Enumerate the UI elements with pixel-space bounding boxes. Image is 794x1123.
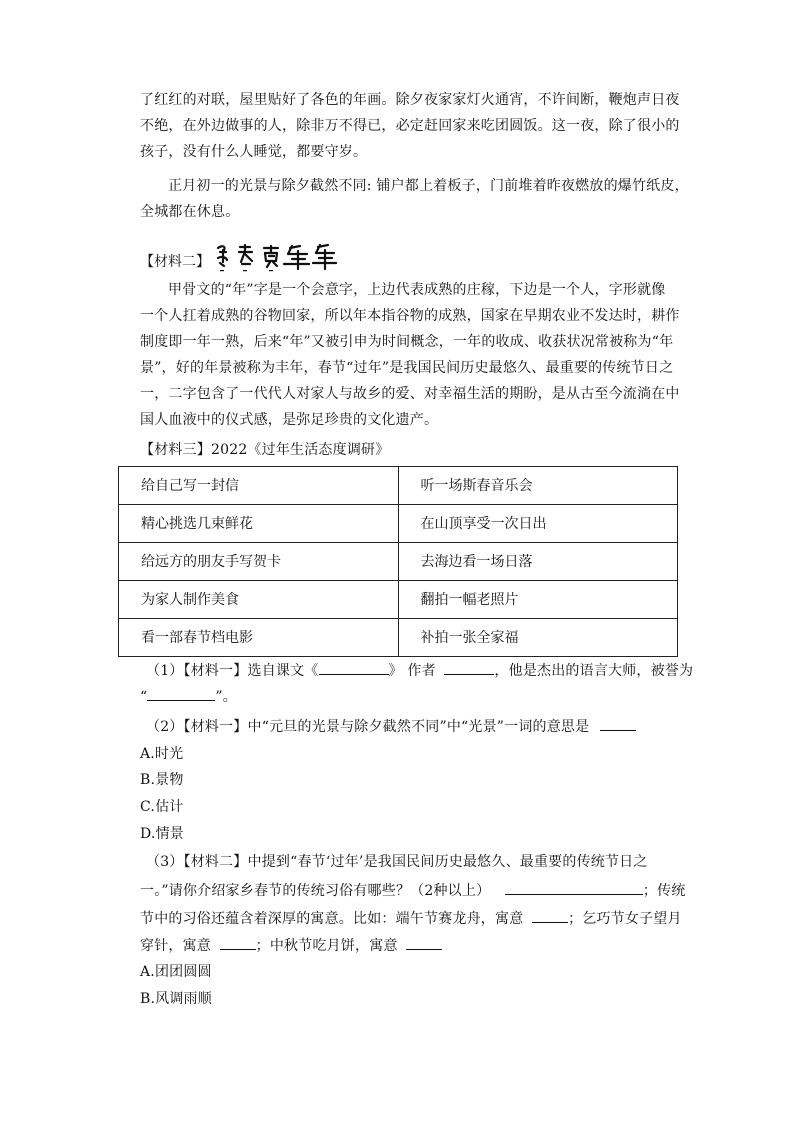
question-3-line — [140, 880, 686, 901]
material2-text-line: 国人血液中的仪式感，是弥足珍贵的文化遗产。 — [140, 412, 439, 428]
material2-text-line: 甲骨文的“年”字是一个会意字，上边代表成熟的庄稼，下边是一个人，字形就像 — [168, 282, 666, 298]
question-1-text: （1）【材料一】选自课文《 — [146, 663, 319, 679]
option-b[interactable]: B.风调雨顺 — [140, 991, 212, 1007]
option-a[interactable]: A.团团圆圆 — [140, 964, 212, 980]
table-row — [119, 619, 678, 657]
question-1-text: 》 作者 — [388, 663, 436, 679]
question-3-text: ；传统 — [642, 883, 686, 899]
table-cell: 翻拍一幅老照片 — [398, 581, 678, 619]
material1-text-line: 孩子，没有什么人睡觉，都要守岁。 — [140, 144, 368, 160]
answer-blank[interactable] — [319, 660, 389, 675]
question-3-text: ；乞巧节女子望月 — [568, 911, 682, 927]
question-1-text: ”。 — [215, 689, 237, 705]
question-1-line — [140, 686, 237, 707]
table-cell: 为家人制作美食 — [119, 581, 399, 619]
question-3-text: 节中的习俗还蕴含着深厚的寓意。比如：端午节赛龙舟，寓意 — [140, 911, 524, 927]
material1-text-line: 不绝，在外边做事的人，除非万不得已，必定赶回家来吃团圆饭。这一夜，除了很小的 — [140, 118, 680, 134]
material3-title: 【材料三】2022《过年生活态度调研》 — [140, 442, 390, 458]
option-c[interactable]: C.估计 — [140, 799, 184, 815]
answer-blank[interactable] — [406, 935, 442, 950]
table-cell: 补拍一张全家福 — [398, 619, 678, 657]
material1-text-line: 全城都在休息。 — [140, 204, 240, 220]
material1-text-line: 正月初一的光景与除夕截然不同: 铺户都上着板子，门前堆着昨夜燃放的爆竹纸皮， — [168, 178, 689, 194]
answer-blank[interactable] — [600, 716, 636, 731]
material1-text-line: 了红红的对联，屋里贴好了各色的年画。除夕夜家家灯火通宵，不许间断，鞭炮声日夜 — [140, 92, 680, 108]
question-2-stem — [146, 716, 636, 737]
question-1-line — [146, 660, 693, 681]
table-cell: 在山顶享受一次日出 — [398, 505, 678, 543]
oracle-bone-glyphs-image — [212, 242, 337, 272]
question-3-line: （3）【材料二】中提到“春节‘过年’是我国民间历史最悠久、最重要的传统节日之 — [146, 854, 648, 870]
material2-heading — [140, 242, 337, 272]
option-d[interactable]: D.情景 — [140, 826, 184, 842]
table-row — [119, 543, 678, 581]
answer-blank[interactable] — [505, 880, 643, 895]
table-row — [119, 505, 678, 543]
question-3-text: 一。”请你介绍家乡春节的传统习俗有哪些？（2种以上） — [140, 883, 491, 899]
question-3-line — [140, 908, 682, 929]
question-2-text: （2）【材料一】中“元旦的光景与除夕截然不同”中“光景”一词的意思是 — [146, 719, 590, 735]
answer-blank[interactable] — [532, 908, 568, 923]
question-3-text: 穿针，寓意 — [140, 938, 211, 954]
question-3-text: ；中秋节吃月饼，寓意 — [255, 938, 398, 954]
table-row — [119, 581, 678, 619]
table-cell: 听一场斯春音乐会 — [398, 467, 678, 505]
table-cell: 给远方的朋友手写贺卡 — [119, 543, 399, 581]
material2-text-line: 一，二字包含了一代代人对家人与故乡的爱、对幸福生活的期盼，是从古至今流淌在中 — [140, 386, 680, 402]
table-cell: 去海边看一场日落 — [398, 543, 678, 581]
question-3-line — [140, 935, 442, 956]
material2-label: 【材料二】 — [140, 254, 210, 270]
option-a[interactable]: A.时光 — [140, 746, 184, 762]
option-b[interactable]: B.景物 — [140, 772, 184, 788]
table-cell: 精心挑选几束鲜花 — [119, 505, 399, 543]
table-row — [119, 467, 678, 505]
survey-table — [118, 466, 678, 657]
question-1-text: “ — [140, 689, 148, 705]
answer-blank[interactable] — [147, 686, 215, 701]
material2-text-line: 一个人扛着成熟的谷物回家，所以年本指谷物的成熟，国家在早期农业不发达时，耕作 — [140, 308, 680, 324]
material2-text-line: 景”，好的年景被称为丰年，春节“过年”是我国民间历史最悠久、最重要的传统节日之 — [140, 360, 674, 376]
material2-text-line: 制度即一年一熟，后来“年”又被引申为时间概念，一年的收成、收获状况常被称为“年 — [140, 334, 674, 350]
table-cell: 看一部春节档电影 — [119, 619, 399, 657]
question-1-text: ，他是杰出的语言大师，被誉为 — [494, 663, 694, 679]
answer-blank[interactable] — [220, 935, 256, 950]
answer-blank[interactable] — [444, 660, 494, 675]
table-cell: 给自己写一封信 — [119, 467, 399, 505]
